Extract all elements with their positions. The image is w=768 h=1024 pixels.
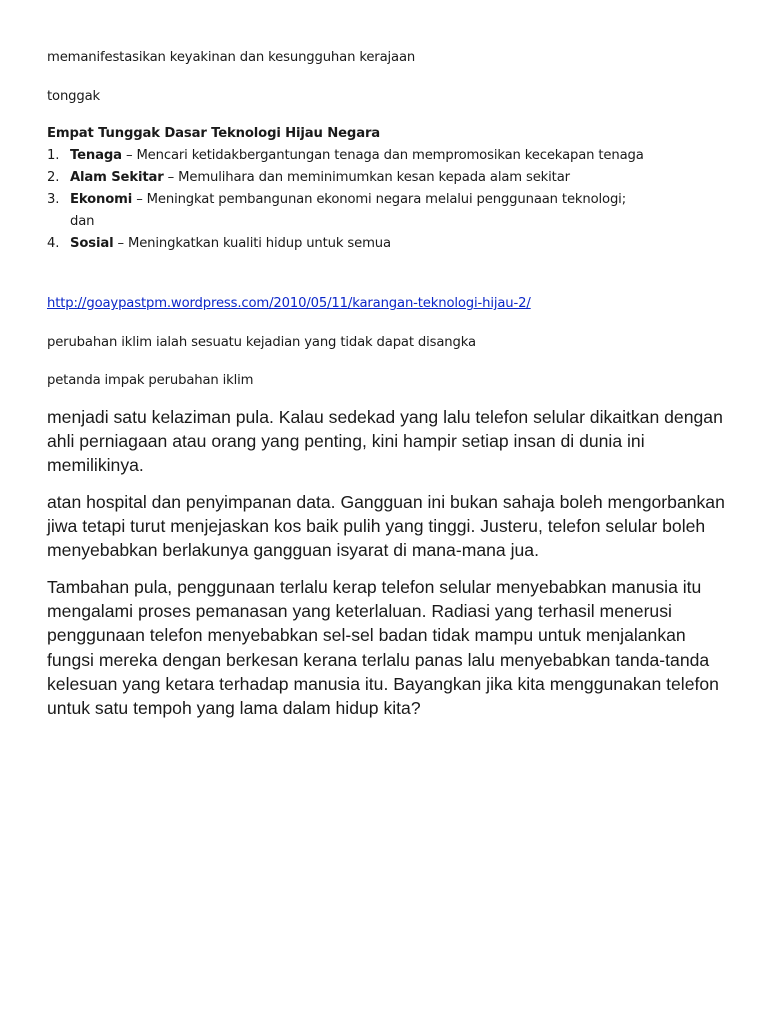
list-term: Ekonomi [70,192,133,207]
note-line-petanda: petanda impak perubahan iklim [47,373,254,388]
text-line-manifest: memanifestasikan keyakinan dan kesungguhan kerajaan [47,50,416,65]
list-term: Alam Sekitar [70,170,164,185]
reference-link[interactable]: http://goaypastpm.wordpress.com/2010/05/11/karangan-teknologi-hijau-2/ [47,296,531,311]
list-item [47,145,644,167]
note-line-iklim: perubahan iklim ialah sesuatu kejadian yang tidak dapat disangka [47,335,476,350]
paragraph-3: Tambahan pula, penggunaan terlalu kerap telefon selular menyebabkan manusia itu mengalami proses pemanasan yang keterlaluan. Radiasi yang terhasil menerusi penggunaan telefon menyebabkan sel-sel badan tidak mampu untuk menjalankan fungsi mereka dengan berkesan kerana terlalu panas lalu menyebabkan tanda-tanda kelesuan yang ketara terhadap manusia itu. Bayangkan jika kita menggunakan telefon untuk satu tempoh yang lama dalam hidup kita? [47,577,719,719]
list-text: – Meningkatkan kualiti hidup untuk semua [113,236,391,251]
list-term: Sosial [70,236,114,251]
list-item [47,233,644,255]
list-text: – Memulihara dan meminimumkan kesan kepada alam sekitar [163,170,570,185]
list-item [47,167,644,189]
list-number: 3. [47,192,60,207]
list-text: – Mencari ketidakbergantungan tenaga dan mempromosikan kecekapan tenaga [121,148,644,163]
text-line-tonggak: tonggak [47,89,101,104]
list-number: 4. [47,236,60,251]
list-item [47,189,644,233]
list-text: – Meningkat pembangunan ekonomi negara melalui penggunaan teknologi; [132,192,626,207]
pillar-list [47,145,644,255]
reference-link-line [47,293,531,315]
section-heading: Empat Tunggak Dasar Teknologi Hijau Negara [47,126,381,141]
list-number: 1. [47,148,60,163]
list-term: Tenaga [70,148,122,163]
paragraph-1: menjadi satu kelaziman pula. Kalau sedekad yang lalu telefon selular dikaitkan dengan ahli perniagaan atau orang yang penting, kini hampir setiap insan di dunia ini memilikinya. [47,407,723,476]
list-number: 2. [47,170,60,185]
paragraph-2: atan hospital dan penyimpanan data. Gangguan ini bukan sahaja boleh mengorbankan jiwa tetapi turut menjejaskan kos baik pulih yang tinggi. Justeru, telefon selular boleh menyebabkan berlakunya gangguan isyarat di mana-mana jua. [47,492,725,561]
list-text-continuation: dan [70,214,95,229]
